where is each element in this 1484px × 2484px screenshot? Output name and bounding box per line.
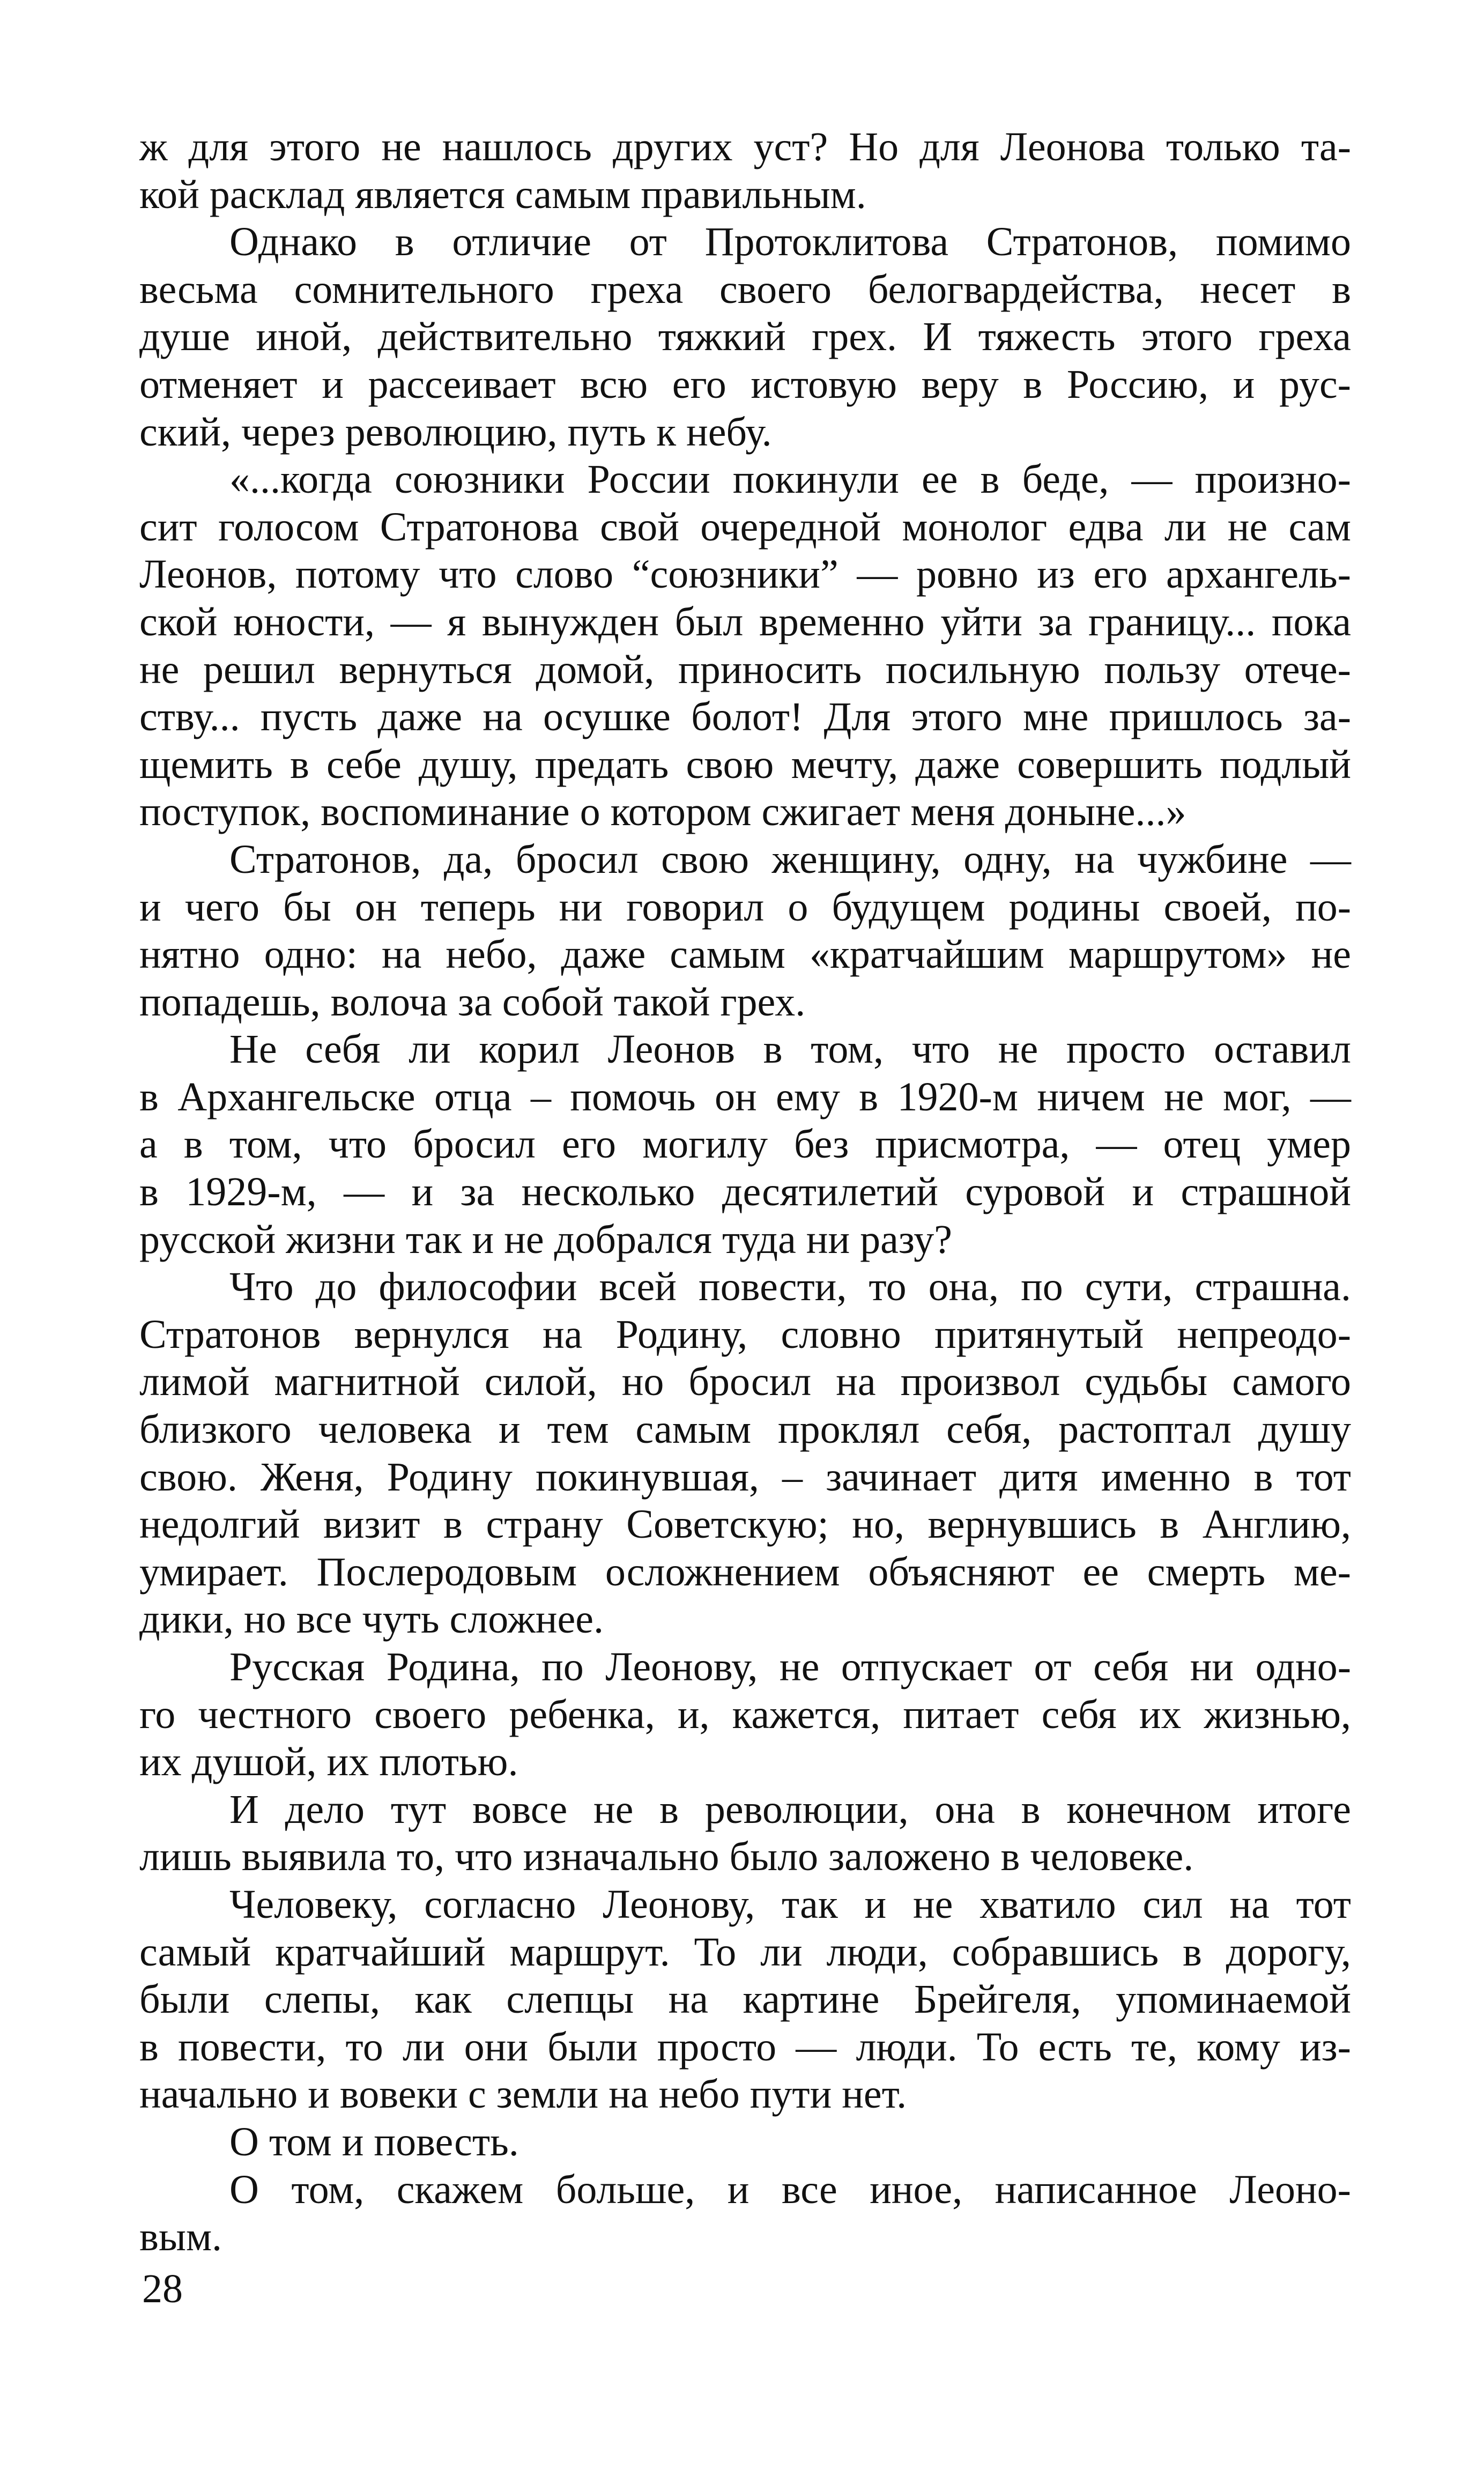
- text-line: Стратонов, да, бросил свою женщину, одну, на чужбине —: [229, 836, 1351, 882]
- text-line: нятно одно: на небо, даже самым «кратчайшим маршрутом» не: [139, 932, 1351, 977]
- text-line: не решил вернуться домой, приносить посильную пользу отече-: [139, 647, 1351, 692]
- text-line: Стратонов вернулся на Родину, словно притянутый непреодо-: [139, 1311, 1351, 1357]
- text-line: ж для этого не нашлось других уст? Но для Леонова только та-: [139, 124, 1351, 169]
- paragraph: [139, 2166, 1351, 2261]
- text-line: свою. Женя, Родину покинувшая, – зачинает дитя именно в тот: [139, 1454, 1351, 1500]
- text-line: весьма сомнительного греха своего белогвардейства, несет в: [139, 266, 1351, 312]
- text-line: близкого человека и тем самым проклял себя, растоптал душу: [139, 1407, 1351, 1452]
- text-line: сит голосом Стратонова свой очередной монолог едва ли не сам: [139, 504, 1351, 550]
- text-line: русской жизни так и не добрался туда ни разу?: [139, 1217, 953, 1262]
- text-line: кой расклад является самым правильным.: [139, 172, 866, 217]
- text-line: недолгий визит в страну Советскую; но, вернувшись в Англию,: [139, 1502, 1351, 1547]
- text-line: Не себя ли корил Леонов в том, что не просто оставил: [229, 1027, 1351, 1072]
- text-line: были слепы, как слепцы на картине Брейгеля, упоминаемой: [139, 1977, 1351, 2022]
- text-line: ской юности, — я вынужден был временно уйти за границу... пока: [139, 599, 1351, 644]
- text-line: попадешь, волоча за собой такой грех.: [139, 979, 806, 1025]
- text-line: вым.: [139, 2214, 222, 2260]
- text-line: и чего бы он теперь ни говорил о будущем родины своей, по-: [139, 884, 1351, 930]
- text-line: начально и вовеки с земли на небо пути нет.: [139, 2072, 907, 2117]
- text-line: «...когда союзники России покинули ее в беде, — произно-: [229, 457, 1351, 502]
- text-line: умирает. Послеродовым осложнением объясняют ее смерть ме-: [139, 1549, 1351, 1595]
- paragraph: [139, 1263, 1351, 1643]
- paragraph: [139, 836, 1351, 1026]
- text-line: го честного своего ребенка, и, кажется, питает себя их жизнью,: [139, 1692, 1351, 1737]
- text-line: И дело тут вовсе не в революции, она в конечном итоге: [229, 1786, 1351, 1832]
- text-line: их душой, их плотью.: [139, 1739, 518, 1785]
- text-line: щемить в себе душу, предать свою мечту, даже совершить подлый: [139, 742, 1351, 787]
- text-line: Человеку, согласно Леонову, так и не хватило сил на тот: [229, 1881, 1351, 1927]
- text-line: Русская Родина, по Леонову, не отпускает от себя ни одно-: [229, 1644, 1351, 1689]
- paragraph: [139, 1643, 1351, 1786]
- text-line: Однако в отличие от Протоклитова Стратонов, помимо: [229, 219, 1351, 265]
- paragraph: [139, 218, 1351, 456]
- paragraph: [139, 123, 1351, 218]
- text-line: душе иной, действительно тяжкий грех. И тяжесть этого греха: [139, 314, 1351, 360]
- text-line: отменяет и рассеивает всю его истовую веру в Россию, и рус-: [139, 361, 1351, 407]
- text-line: лимой магнитной силой, но бросил на произвол судьбы самого: [139, 1359, 1351, 1405]
- paragraph: [139, 456, 1351, 836]
- paragraph: [139, 2118, 1351, 2166]
- text-line: ский, через революцию, путь к небу.: [139, 409, 772, 455]
- text-line: в Архангельске отца – помочь он ему в 1920-м ничем не мог, —: [139, 1074, 1351, 1119]
- page-number: 28: [142, 2266, 183, 2311]
- text-line: поступок, воспоминание о котором сжигает меня доныне...»: [139, 789, 1186, 835]
- paragraph: [139, 1026, 1351, 1263]
- text-line: в повести, то ли они были просто — люди. То есть те, кому из-: [139, 2024, 1351, 2070]
- page-body: [139, 123, 1351, 2261]
- paragraph: [139, 1881, 1351, 2118]
- text-line: Что до философии всей повести, то она, по сути, страшна.: [229, 1264, 1351, 1310]
- text-line: О том, скажем больше, и все иное, написанное Леоно-: [229, 2167, 1351, 2212]
- text-line: самый кратчайший маршрут. То ли люди, собравшись в дорогу,: [139, 1929, 1351, 1975]
- text-line: лишь выявила то, что изначально было заложено в человеке.: [139, 1834, 1194, 1880]
- paragraph: [139, 1786, 1351, 1881]
- text-line: в 1929-м, — и за несколько десятилетий суровой и страшной: [139, 1169, 1351, 1215]
- text-line: Леонов, потому что слово “союзники” — ровно из его архангель-: [139, 552, 1351, 597]
- text-line: ству... пусть даже на осушке болот! Для этого мне пришлось за-: [139, 694, 1351, 740]
- text-line: а в том, что бросил его могилу без присмотра, — отец умер: [139, 1122, 1351, 1167]
- text-line: дики, но все чуть сложнее.: [139, 1597, 604, 1642]
- text-line: О том и повесть.: [229, 2119, 519, 2164]
